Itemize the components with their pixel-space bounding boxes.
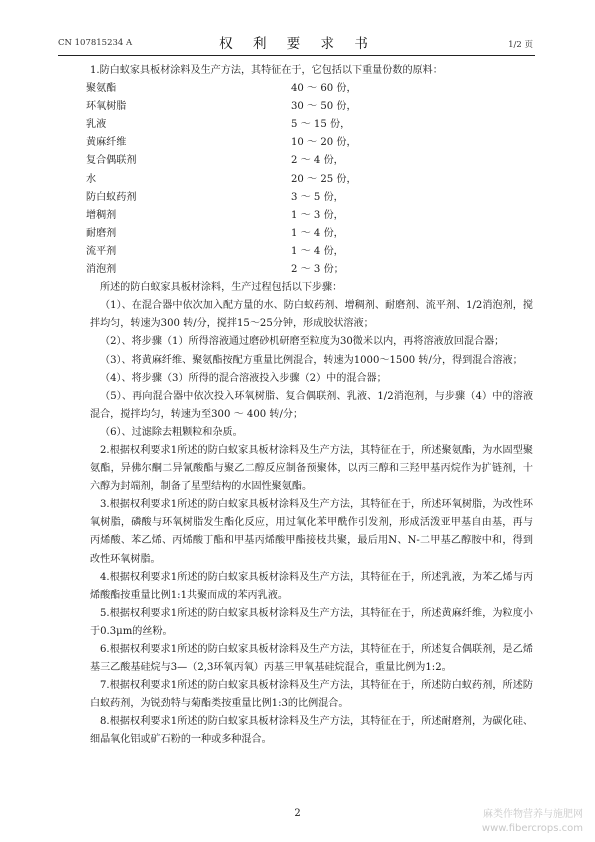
ingredient-amount: 3 ～ 5 份， [291, 191, 344, 203]
page-indicator: 1/2 页 [508, 40, 533, 50]
ingredient-amount: 10 ～ 20 份， [291, 137, 357, 149]
ingredient-row [86, 171, 533, 189]
watermark [482, 808, 583, 836]
claim-8: 8.根据权利要求1所述的防白蚁家具板材涂料及生产方法，其特征在于，所述耐磨剂，为碳化硅、细晶氧化铝或矿石粉的一种或多种混合。 [90, 716, 533, 746]
ingredient-amount: 30 ～ 50 份， [291, 101, 357, 113]
process-step: （1）、在混合器中依次加入配方量的水、防白蚁药剂、增稠剂、耐磨剂、流平剂、1/2消泡剂，搅拌均匀，转速为300 转/分，搅拌15～25分钟，形成胶状溶液； [90, 300, 533, 330]
process-step: （4）、将步骤（3）所得的混合溶液投入步骤（2）中的混合器； [100, 372, 387, 384]
claim-2: 2.根据权利要求1所述的防白蚁家具板材涂料及生产方法，其特征在于，所述聚氨酯，为水固型聚氨酯，异佛尔酮二异氰酸酯与聚乙二醇反应制备预聚体，以丙三醇和三羟甲基丙烷作为扩链剂，十六醇为封端剂，制备了星型结构的水固性聚氨酯。 [90, 444, 533, 493]
ingredient-name: 消泡剂 [86, 264, 117, 276]
ingredient-name: 耐磨剂 [86, 227, 117, 239]
ingredient-row [86, 116, 533, 134]
ingredient-name: 聚氨酯 [86, 83, 117, 95]
ingredient-amount: 20 ～ 25 份， [291, 173, 357, 185]
ingredient-name: 增稠剂 [86, 209, 117, 221]
page-number: 2 [294, 808, 301, 819]
claim-3: 3.根据权利要求1所述的防白蚁家具板材涂料及生产方法，其特征在于，所述环氧树脂，为改性环氧树脂，磷酸与环氧树脂发生酯化反应，用过氧化苯甲酰作引发剂，形成活泼亚甲基自由基，再与丙烯酸、苯乙烯、丙烯酸丁酯和甲基丙烯酸甲酯接枝共聚，最后用N、N-二甲基乙醇胺中和，得到改性环氧树脂。 [90, 499, 533, 565]
process-step: （2）、将步骤（1）所得溶液通过磨砂机研磨至粒度为30微米以内，再将溶液放回混合器； [100, 336, 505, 348]
ingredient-name: 复合偶联剂 [86, 155, 137, 167]
ingredient-amount: 1 ～ 4 份， [291, 227, 344, 239]
ingredient-row [86, 98, 533, 116]
ingredient-list [86, 80, 533, 279]
watermark-url: www.fibercrops.com [481, 823, 583, 834]
ingredient-name: 环氧树脂 [86, 101, 127, 113]
ingredient-row [86, 134, 533, 152]
ingredient-name: 黄麻纤维 [86, 137, 127, 149]
process-step: （3）、将黄麻纤维、聚氨酯按配方重量比例混合，转速为1000～1500 转/分，得到混合溶液； [100, 354, 523, 366]
ingredient-name: 乳液 [86, 119, 107, 131]
claim-4: 4.根据权利要求1所述的防白蚁家具板材涂料及生产方法，其特征在于，所述乳液，为苯乙烯与丙烯酸酯按重量比例1:1共聚而成的苯丙乳液。 [90, 571, 533, 601]
watermark-line: 麻类作物营养与施肥网 [483, 809, 583, 820]
claims-body [86, 62, 533, 750]
page-title: 权 利 要 求 书 [219, 36, 376, 52]
document-number: CN 107815234 A [58, 38, 133, 48]
ingredient-name: 水 [86, 173, 97, 185]
process-intro: 所述的防白蚁家具板材涂料，生产过程包括以下步骤： [100, 282, 343, 294]
ingredient-amount: 2 ～ 4 份， [291, 155, 344, 167]
ingredient-row [86, 243, 533, 261]
ingredient-row [86, 207, 533, 225]
ingredient-amount: 40 ～ 60 份， [291, 83, 357, 95]
ingredient-name: 流平剂 [86, 245, 117, 257]
claim-6: 6.根据权利要求1所述的防白蚁家具板材涂料及生产方法，其特征在于，所述复合偶联剂，是乙烯基三乙酸基硅烷与3—（2,3环氧丙氧）丙基三甲氧基硅烷混合，重量比例为1:2。 [90, 644, 533, 674]
header-divider [58, 55, 535, 56]
ingredient-row [86, 261, 533, 279]
claim-7: 7.根据权利要求1所述的防白蚁家具板材涂料及生产方法，其特征在于，所述防白蚁药剂，所述防白蚁药剂，为锐劲特与菊酯类按重量比例1:3的比例混合。 [90, 680, 533, 710]
process-step: （6）、过滤除去粗颗粒和杂质。 [100, 426, 243, 438]
ingredient-row [86, 80, 533, 98]
ingredient-row [86, 225, 533, 243]
ingredient-amount: 1 ～ 4 份， [291, 245, 344, 257]
ingredient-row [86, 189, 533, 207]
ingredient-row [86, 152, 533, 170]
ingredient-amount: 5 ～ 15 份， [291, 119, 351, 131]
process-step: （5）、再向混合器中依次投入环氧树脂、复合偶联剂、乳液、1/2消泡剂，与步骤（4）中的溶液混合，搅拌均匀，转速为至300 ～ 400 转/分； [90, 390, 533, 420]
ingredient-name: 防白蚁药剂 [86, 191, 137, 203]
ingredient-amount: 2 ～ 3 份； [291, 264, 344, 276]
claim-5: 5.根据权利要求1所述的防白蚁家具板材涂料及生产方法，其特征在于，所述黄麻纤维，为粒度小于0.3μm的丝粉。 [90, 607, 533, 637]
claim-1-intro: 1.防白蚁家具板材涂料及生产方法，其特征在于，它包括以下重量份数的原料： [90, 65, 443, 76]
ingredient-amount: 1 ～ 3 份， [291, 209, 344, 221]
